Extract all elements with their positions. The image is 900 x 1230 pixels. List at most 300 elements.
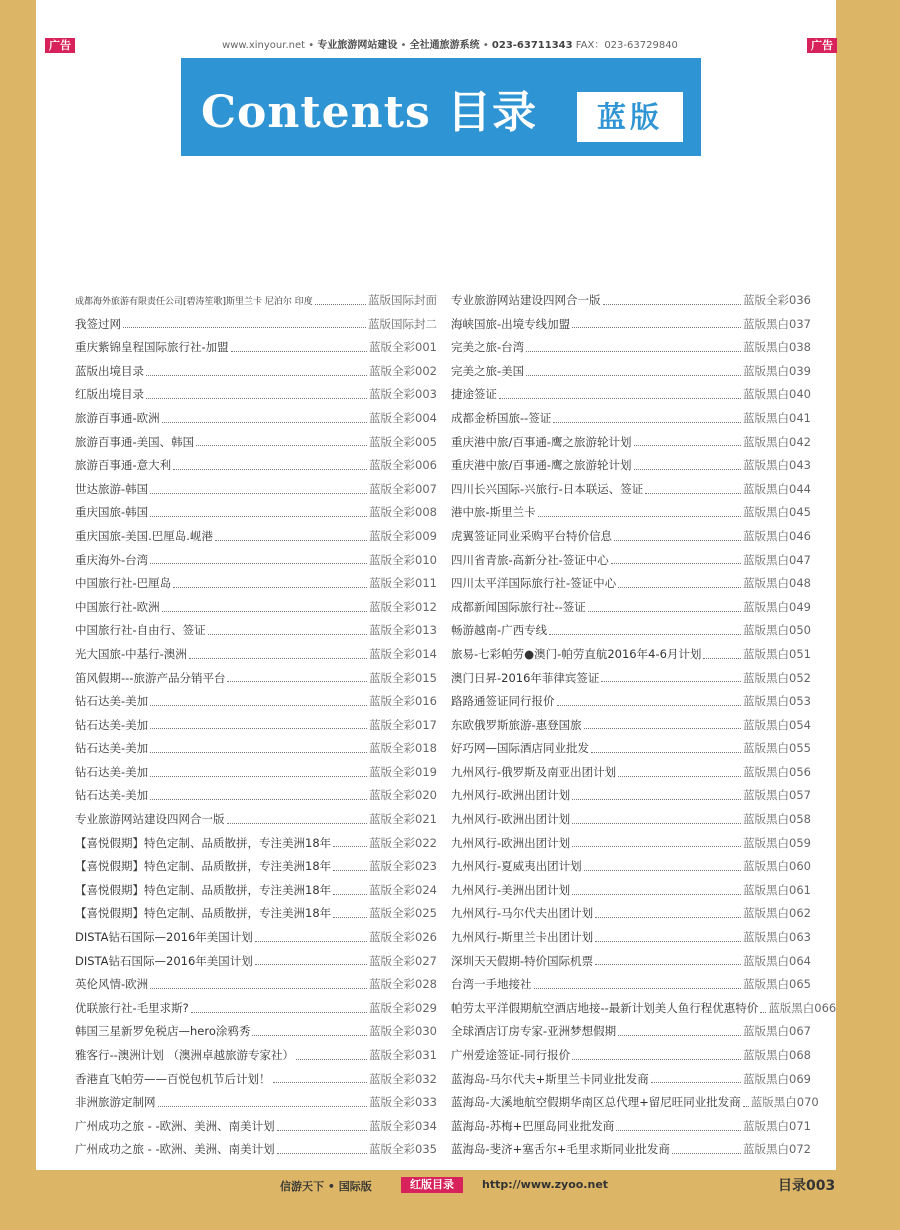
toc-entry-title: 九州风行-马尔代夫出团计划 [451,906,594,921]
toc-row[interactable] [75,525,437,549]
toc-entry-page: 蓝版黑白048 [743,576,811,591]
dot-leader [549,633,741,635]
dot-leader [215,539,367,541]
toc-entry-page: 蓝版全彩008 [369,505,437,520]
toc-entry-title: 优联旅行社-毛里求斯? [75,1000,189,1015]
toc-entry-title: 捷途签证 [451,387,497,402]
toc-row[interactable] [451,360,811,384]
dot-leader [618,775,741,777]
footer-publication: 信游天下 • 国际版 [280,1180,372,1193]
toc-row[interactable] [75,879,437,903]
toc-entry-title: 光大国旅-中基行-澳洲 [75,646,187,661]
toc-entry-title: 广州成功之旅 - -欧洲、美洲、南美计划 [75,1142,275,1157]
toc-entry-page: 蓝版全彩004 [369,410,437,425]
footer-url[interactable]: http://www.zyoo.net [482,1178,609,1191]
dot-leader [150,562,367,564]
toc-row[interactable] [451,407,811,431]
contents-banner [181,58,701,156]
dot-leader [123,326,366,328]
toc-entry-page: 蓝版黑白060 [743,859,811,874]
toc-entry-title: 世达旅游-韩国 [75,481,149,496]
toc-entry-title: 全球酒店订房专家-亚洲梦想假期 [451,1024,617,1039]
toc-entry-page: 蓝版全彩029 [369,1000,437,1015]
toc-entry-title: 四川长兴国际-兴旅行-日本联运、签证 [451,481,644,496]
toc-entry-title: 重庆海外-台湾 [75,552,149,567]
edition-badge: 蓝版 [577,92,683,142]
dot-leader [595,940,741,942]
toc-row[interactable] [75,383,437,407]
dot-leader [173,586,367,588]
dot-leader [618,1034,741,1036]
toc-entry-title: 成都海外旅游有限责任公司[碧涛笙歌]斯里兰卡 尼泊尔 印度 [75,297,313,307]
dot-leader [634,444,742,446]
dot-leader [672,1152,741,1154]
toc-entry-title: 九州风行-夏威夷出团计划 [451,859,582,874]
toc-entry-page: 蓝版黑白064 [743,953,811,968]
toc-row[interactable] [75,808,437,832]
toc-entry-title: 笛风假期---旅游产品分销平台 [75,670,226,685]
toc-entry-page: 蓝版黑白067 [743,1024,811,1039]
toc-entry-title: 香港直飞帕劳——百悦包机节后计划！ [75,1071,271,1086]
header-website[interactable]: www.xinyour.net [222,40,306,51]
toc-row[interactable] [451,667,811,691]
toc-entry-page: 蓝版黑白068 [743,1048,811,1062]
toc-entry-page: 蓝版黑白057 [743,788,811,803]
toc-row[interactable] [75,737,437,761]
toc-row[interactable] [75,1115,437,1139]
toc-entry-page: 蓝版全彩021 [369,812,437,827]
toc-entry-page: 蓝版全彩020 [369,788,437,803]
dot-leader [158,1105,368,1107]
toc-row[interactable] [451,336,811,360]
toc-entry-title: 【喜悦假期】特色定制、品质散拼，专注美洲18年 [75,882,332,897]
toc-entry-page: 蓝版黑白040 [743,387,811,402]
toc-entry-page: 蓝版全彩033 [369,1095,437,1110]
toc-entry-page: 蓝版全彩025 [369,906,437,921]
dot-leader [150,775,367,777]
toc-entry-title: 雅客行--澳洲计划 （澳洲卓越旅游专家社） [75,1048,294,1062]
toc-entry-page: 蓝版黑白061 [743,882,811,897]
toc-entry-page: 蓝版全彩017 [369,717,437,732]
dot-leader [588,610,741,612]
toc-entry-page: 蓝版黑白054 [743,717,811,732]
toc-entry-title: 非洲旅游定制网 [75,1095,156,1110]
toc-entry-page: 蓝版全彩031 [369,1048,437,1062]
toc-entry-page: 蓝版黑白071 [743,1118,811,1133]
toc-entry-page: 蓝版全彩002 [369,363,437,378]
toc-row[interactable] [75,572,437,596]
dot-leader [227,680,367,682]
toc-entry-title: 深圳天天假期-特价国际机票 [451,953,594,968]
dot-leader [333,869,367,871]
toc-entry-page: 蓝版黑白072 [743,1142,811,1157]
toc-entry-title: 钻石达美-美加 [75,764,149,779]
dot-leader [150,727,367,729]
toc-entry-title: 旅易-七彩帕劳●澳门-帕劳直航2016年4-6月计划 [451,646,702,661]
dot-leader [572,845,741,847]
dot-leader [227,822,368,824]
dot-leader [150,704,367,706]
toc-row[interactable] [451,950,811,974]
toc-row[interactable] [75,902,437,926]
toc-entry-page: 蓝版全彩023 [369,859,437,874]
toc-entry-page: 蓝版黑白045 [743,505,811,520]
dot-leader [231,350,367,352]
dot-leader [146,374,367,376]
toc-entry-page: 蓝版黑白041 [743,410,811,425]
toc-row[interactable] [451,289,811,313]
dot-leader [591,751,741,753]
toc-entry-page: 蓝版全彩007 [369,481,437,496]
toc-entry-page: 蓝版全彩005 [369,434,437,449]
dot-leader [150,751,367,753]
header-sep-1: • [308,40,315,51]
toc-entry-title: 台湾一手地接社 [451,977,532,992]
toc-row[interactable] [451,478,811,502]
toc-row[interactable] [451,997,837,1021]
toc-row[interactable] [75,407,437,431]
toc-entry-page: 蓝版黑白070 [750,1095,819,1110]
dot-leader [162,610,367,612]
toc-row[interactable] [75,1091,437,1115]
header-line [100,38,800,53]
header-slogan-2: 全社通旅游系统 [409,40,480,51]
toc-entry-title: 蓝海岛-苏梅+巴厘岛同业批发商 [451,1118,615,1133]
toc-row[interactable] [451,619,811,643]
toc-entry-page: 蓝版黑白042 [743,434,811,449]
toc-entry-page: 蓝版全彩032 [369,1071,437,1086]
dot-leader [196,444,367,446]
toc-column-left [75,289,437,1162]
dot-leader [189,657,367,659]
toc-entry-title: 重庆紫锦皇程国际旅行社-加盟 [75,340,229,355]
toc-entry-title: 蓝版出境目录 [75,363,144,378]
toc-entry-title: 专业旅游网站建设四网合一版 [451,293,601,307]
toc-row[interactable] [75,714,437,738]
dot-leader [162,421,367,423]
toc-entry-title: 中国旅行社-巴厘岛 [75,576,172,591]
toc-row[interactable] [75,926,437,950]
toc-entry-page: 蓝版黑白043 [743,458,811,473]
footer [0,1172,900,1200]
toc-entry-title: 港中旅-斯里兰卡 [451,505,536,520]
dot-leader [296,1058,367,1060]
toc-row[interactable] [451,808,811,832]
toc-entry-page: 蓝版黑白056 [743,764,811,779]
toc-row[interactable] [451,973,811,997]
dot-leader [703,657,741,659]
dot-leader [618,586,741,588]
toc-row[interactable] [451,1044,811,1068]
toc-row[interactable] [451,761,811,785]
toc-entry-title: 专业旅游网站建设四网合一版 [75,812,225,827]
toc-entry-page: 蓝版全彩026 [369,930,437,945]
toc-entry-page: 蓝版黑白065 [743,977,811,992]
dot-leader [614,539,741,541]
toc-row[interactable] [451,737,811,761]
toc-entry-page: 蓝版全彩028 [369,977,437,992]
toc-row[interactable] [75,289,437,313]
toc-entry-title: 九州风行-俄罗斯及南亚出团计划 [451,764,617,779]
toc-entry-page: 蓝版全彩036 [743,293,811,307]
toc-entry-title: 九州风行-欧洲出团计划 [451,788,571,803]
toc-row[interactable] [75,1068,437,1092]
toc-row[interactable] [75,832,437,856]
toc-row[interactable] [451,643,811,667]
toc-entry-title: 东欧俄罗斯旅游-惠登国旅 [451,717,582,732]
toc-entry-page: 蓝版全彩035 [369,1142,437,1157]
dot-leader [255,940,367,942]
toc-entry-page: 蓝版全彩027 [369,953,437,968]
toc-entry-page: 蓝版黑白053 [743,694,811,709]
toc-entry-title: 蓝海岛-马尔代夫+斯里兰卡同业批发商 [451,1071,649,1086]
toc-entry-page: 蓝版黑白059 [743,835,811,850]
toc-entry-page: 蓝版全彩011 [369,576,437,591]
toc-row[interactable] [451,832,811,856]
toc-entry-title: 完美之旅-美国 [451,363,525,378]
toc-entry-title: 九州风行-欧洲出团计划 [451,835,571,850]
toc-row[interactable] [75,973,437,997]
toc-entry-page: 蓝版黑白047 [743,552,811,567]
dot-leader [584,869,741,871]
dot-leader [526,374,741,376]
dot-leader [743,1105,749,1107]
toc-row[interactable] [75,549,437,573]
toc-entry-title: 广州爱途签证-同行报价 [451,1048,571,1062]
toc-row[interactable] [451,902,811,926]
toc-entry-title: 英伦风情-欧洲 [75,977,149,992]
header-phone: 023-63711343 [491,40,573,51]
toc-row[interactable] [451,525,811,549]
toc-entry-page: 蓝版全彩010 [369,552,437,567]
dot-leader [255,963,367,965]
toc-entry-page: 蓝版全彩034 [369,1118,437,1133]
toc-row[interactable] [451,1138,811,1162]
toc-row[interactable] [451,572,811,596]
dot-leader [150,798,367,800]
toc-entry-page: 蓝版黑白051 [743,646,811,661]
toc-entry-page: 蓝版全彩030 [369,1024,437,1039]
toc-entry-title: 【喜悦假期】特色定制、品质散拼，专注美洲18年 [75,859,332,874]
toc-row[interactable] [451,431,811,455]
toc-entry-title: 蓝海岛-斐济+塞舌尔+毛里求斯同业批发商 [451,1142,670,1157]
toc-entry-title: 钻石达美-美加 [75,741,149,756]
toc-entry-title: 海峡国旅-出境专线加盟 [451,316,571,331]
dot-leader [146,397,367,399]
toc-entry-title: 九州风行-欧洲出团计划 [451,812,571,827]
toc-entry-page: 蓝版全彩019 [369,764,437,779]
toc-row[interactable] [451,926,811,950]
toc-entry-page: 蓝版黑白039 [743,363,811,378]
toc-entry-title: 成都金桥国旅--签证 [451,410,552,425]
dot-leader [553,421,741,423]
dot-leader [595,963,741,965]
toc-row[interactable] [451,784,811,808]
dot-leader [150,492,367,494]
banner-title: Contents 目录 [201,87,538,138]
toc-entry-title: 【喜悦假期】特色定制、品质散拼，专注美洲18年 [75,906,332,921]
toc-row[interactable] [451,454,811,478]
toc-row[interactable] [75,1044,437,1068]
toc-entry-title: DISTA钻石国际—2016年美国计划 [75,953,253,968]
dot-leader [616,1129,741,1131]
toc-entry-page: 蓝版全彩006 [369,458,437,473]
toc-entry-page: 蓝版黑白052 [743,670,811,685]
toc-row[interactable] [75,313,437,337]
dot-leader [634,468,742,470]
toc-entry-page: 蓝版国际封二 [368,316,437,331]
dot-leader [572,1058,741,1060]
toc-row[interactable] [75,761,437,785]
toc-entry-title: 蓝海岛-大溪地航空假期华南区总代理+留尼旺同业批发商 [451,1095,741,1110]
dot-leader [333,916,367,918]
toc-entry-page: 蓝版全彩012 [369,599,437,614]
toc-row[interactable] [451,1115,811,1139]
toc-entry-title: 【喜悦假期】特色定制、品质散拼，专注美洲18年 [75,835,332,850]
toc-entry-page: 蓝版黑白066 [768,1000,837,1015]
dot-leader [603,303,742,305]
toc-entry-page: 蓝版全彩009 [369,528,437,543]
toc-row[interactable] [451,313,811,337]
toc-entry-title: 好巧网—国际酒店同业批发 [451,741,589,756]
header-slogan-1: 专业旅游网站建设 [317,40,398,51]
toc-entry-title: 路路通签证同行报价 [451,694,555,709]
ad-label-right: 广告 [807,38,837,53]
dot-leader [584,727,741,729]
toc-entry-page: 蓝版黑白062 [743,906,811,921]
toc-entry-title: 澳门日昇-2016年菲律宾签证 [451,670,600,685]
dot-leader [273,1081,368,1083]
toc-entry-page: 蓝版黑白049 [743,599,811,614]
dot-leader [572,798,741,800]
dot-leader [208,633,367,635]
dot-leader [252,1034,367,1036]
toc-row[interactable] [75,1138,437,1162]
dot-leader [534,987,742,989]
dot-leader [315,303,366,305]
toc-row[interactable] [451,879,811,903]
dot-leader [572,326,741,328]
dot-leader [191,1011,367,1013]
toc-row[interactable] [451,501,811,525]
dot-leader [651,1081,741,1083]
toc-entry-title: 我签过网 [75,316,121,331]
toc-entry-page: 蓝版黑白069 [743,1071,811,1086]
toc-entry-title: 韩国三星新罗免税店—hero涂鸦秀 [75,1024,251,1039]
toc-entry-title: 中国旅行社-自由行、签证 [75,623,206,638]
toc-row[interactable] [75,855,437,879]
dot-leader [277,1152,367,1154]
toc-row[interactable] [75,784,437,808]
toc-entry-title: 九州风行-斯里兰卡出团计划 [451,930,594,945]
toc-entry-title: 重庆港中旅/百事通-鹰之旅游轮计划 [451,458,632,473]
toc-row[interactable] [75,643,437,667]
toc-row[interactable] [75,997,437,1021]
dot-leader [601,680,741,682]
toc-row[interactable] [75,667,437,691]
toc-entry-page: 蓝版国际封面 [368,293,437,307]
toc-row[interactable] [451,714,811,738]
toc-entry-title: 旅游百事通-美国、韩国 [75,434,195,449]
toc-entry-title: 钻石达美-美加 [75,788,149,803]
toc-entry-page: 蓝版全彩018 [369,741,437,756]
toc-entry-page: 蓝版黑白050 [743,623,811,638]
toc-entry-page: 蓝版全彩003 [369,387,437,402]
toc-row[interactable] [451,690,811,714]
toc-entry-title: 钻石达美-美加 [75,694,149,709]
dot-leader [150,515,367,517]
toc-entry-page: 蓝版全彩024 [369,882,437,897]
dot-leader [595,916,741,918]
toc-entry-page: 蓝版全彩001 [369,340,437,355]
toc-row[interactable] [75,619,437,643]
page-number: 目录003 [778,1178,836,1194]
toc-entry-page: 蓝版全彩016 [369,694,437,709]
toc-row[interactable] [75,1020,437,1044]
toc-entry-title: 四川太平洋国际旅行社-签证中心 [451,576,617,591]
toc-entry-title: 重庆国旅-美国.巴厘岛.岘港 [75,528,213,543]
toc-row[interactable] [75,501,437,525]
dot-leader [333,893,367,895]
toc-row[interactable] [451,855,811,879]
toc-entry-page: 蓝版黑白046 [743,528,811,543]
toc-entry-page: 蓝版黑白037 [743,316,811,331]
toc-entry-title: 完美之旅-台湾 [451,340,525,355]
header-sep-3: • [482,40,489,51]
header-sep-2: • [400,40,407,51]
toc-row[interactable] [75,431,437,455]
footer-badge: 红版目录 [401,1177,463,1193]
dot-leader [645,492,741,494]
toc-entry-title: 帕劳太平洋假期航空酒店地接--最新计划美人鱼行程优惠特价 [451,1000,759,1015]
toc-entry-title: 九州风行-美洲出团计划 [451,882,571,897]
dot-leader [572,893,741,895]
toc-row[interactable] [75,336,437,360]
toc-row[interactable] [75,690,437,714]
ad-label-left: 广告 [45,38,75,53]
dot-leader [538,515,741,517]
toc-row[interactable] [451,383,811,407]
toc-entry-title: 中国旅行社-欧洲 [75,599,160,614]
toc-row[interactable] [451,596,811,620]
toc-column-right [451,289,837,1162]
toc-entry-title: 畅游越南-广西专线 [451,623,548,638]
toc-entry-title: DISTA钻石国际—2016年美国计划 [75,930,253,945]
toc-entry-page: 蓝版全彩013 [369,623,437,638]
toc-entry-page: 蓝版黑白058 [743,812,811,827]
toc-row[interactable] [451,1068,811,1092]
toc-entry-title: 旅游百事通-欧洲 [75,410,160,425]
toc-entry-page: 蓝版全彩022 [369,835,437,850]
toc-entry-title: 成都新闻国际旅行社--签证 [451,599,586,614]
toc-row[interactable] [75,596,437,620]
toc-row[interactable] [75,454,437,478]
toc-entry-page: 蓝版全彩014 [369,646,437,661]
toc-row[interactable] [451,1020,811,1044]
toc-row[interactable] [75,478,437,502]
toc-row[interactable] [75,950,437,974]
toc-row[interactable] [451,549,811,573]
dot-leader [611,562,741,564]
toc-entry-title: 重庆国旅-韩国 [75,505,149,520]
dot-leader [572,822,741,824]
dot-leader [760,1011,766,1013]
toc-entry-title: 红版出境目录 [75,387,144,402]
toc-row[interactable] [451,1091,819,1115]
dot-leader [499,397,741,399]
toc-entry-title: 旅游百事通-意大利 [75,458,172,473]
toc-row[interactable] [75,360,437,384]
